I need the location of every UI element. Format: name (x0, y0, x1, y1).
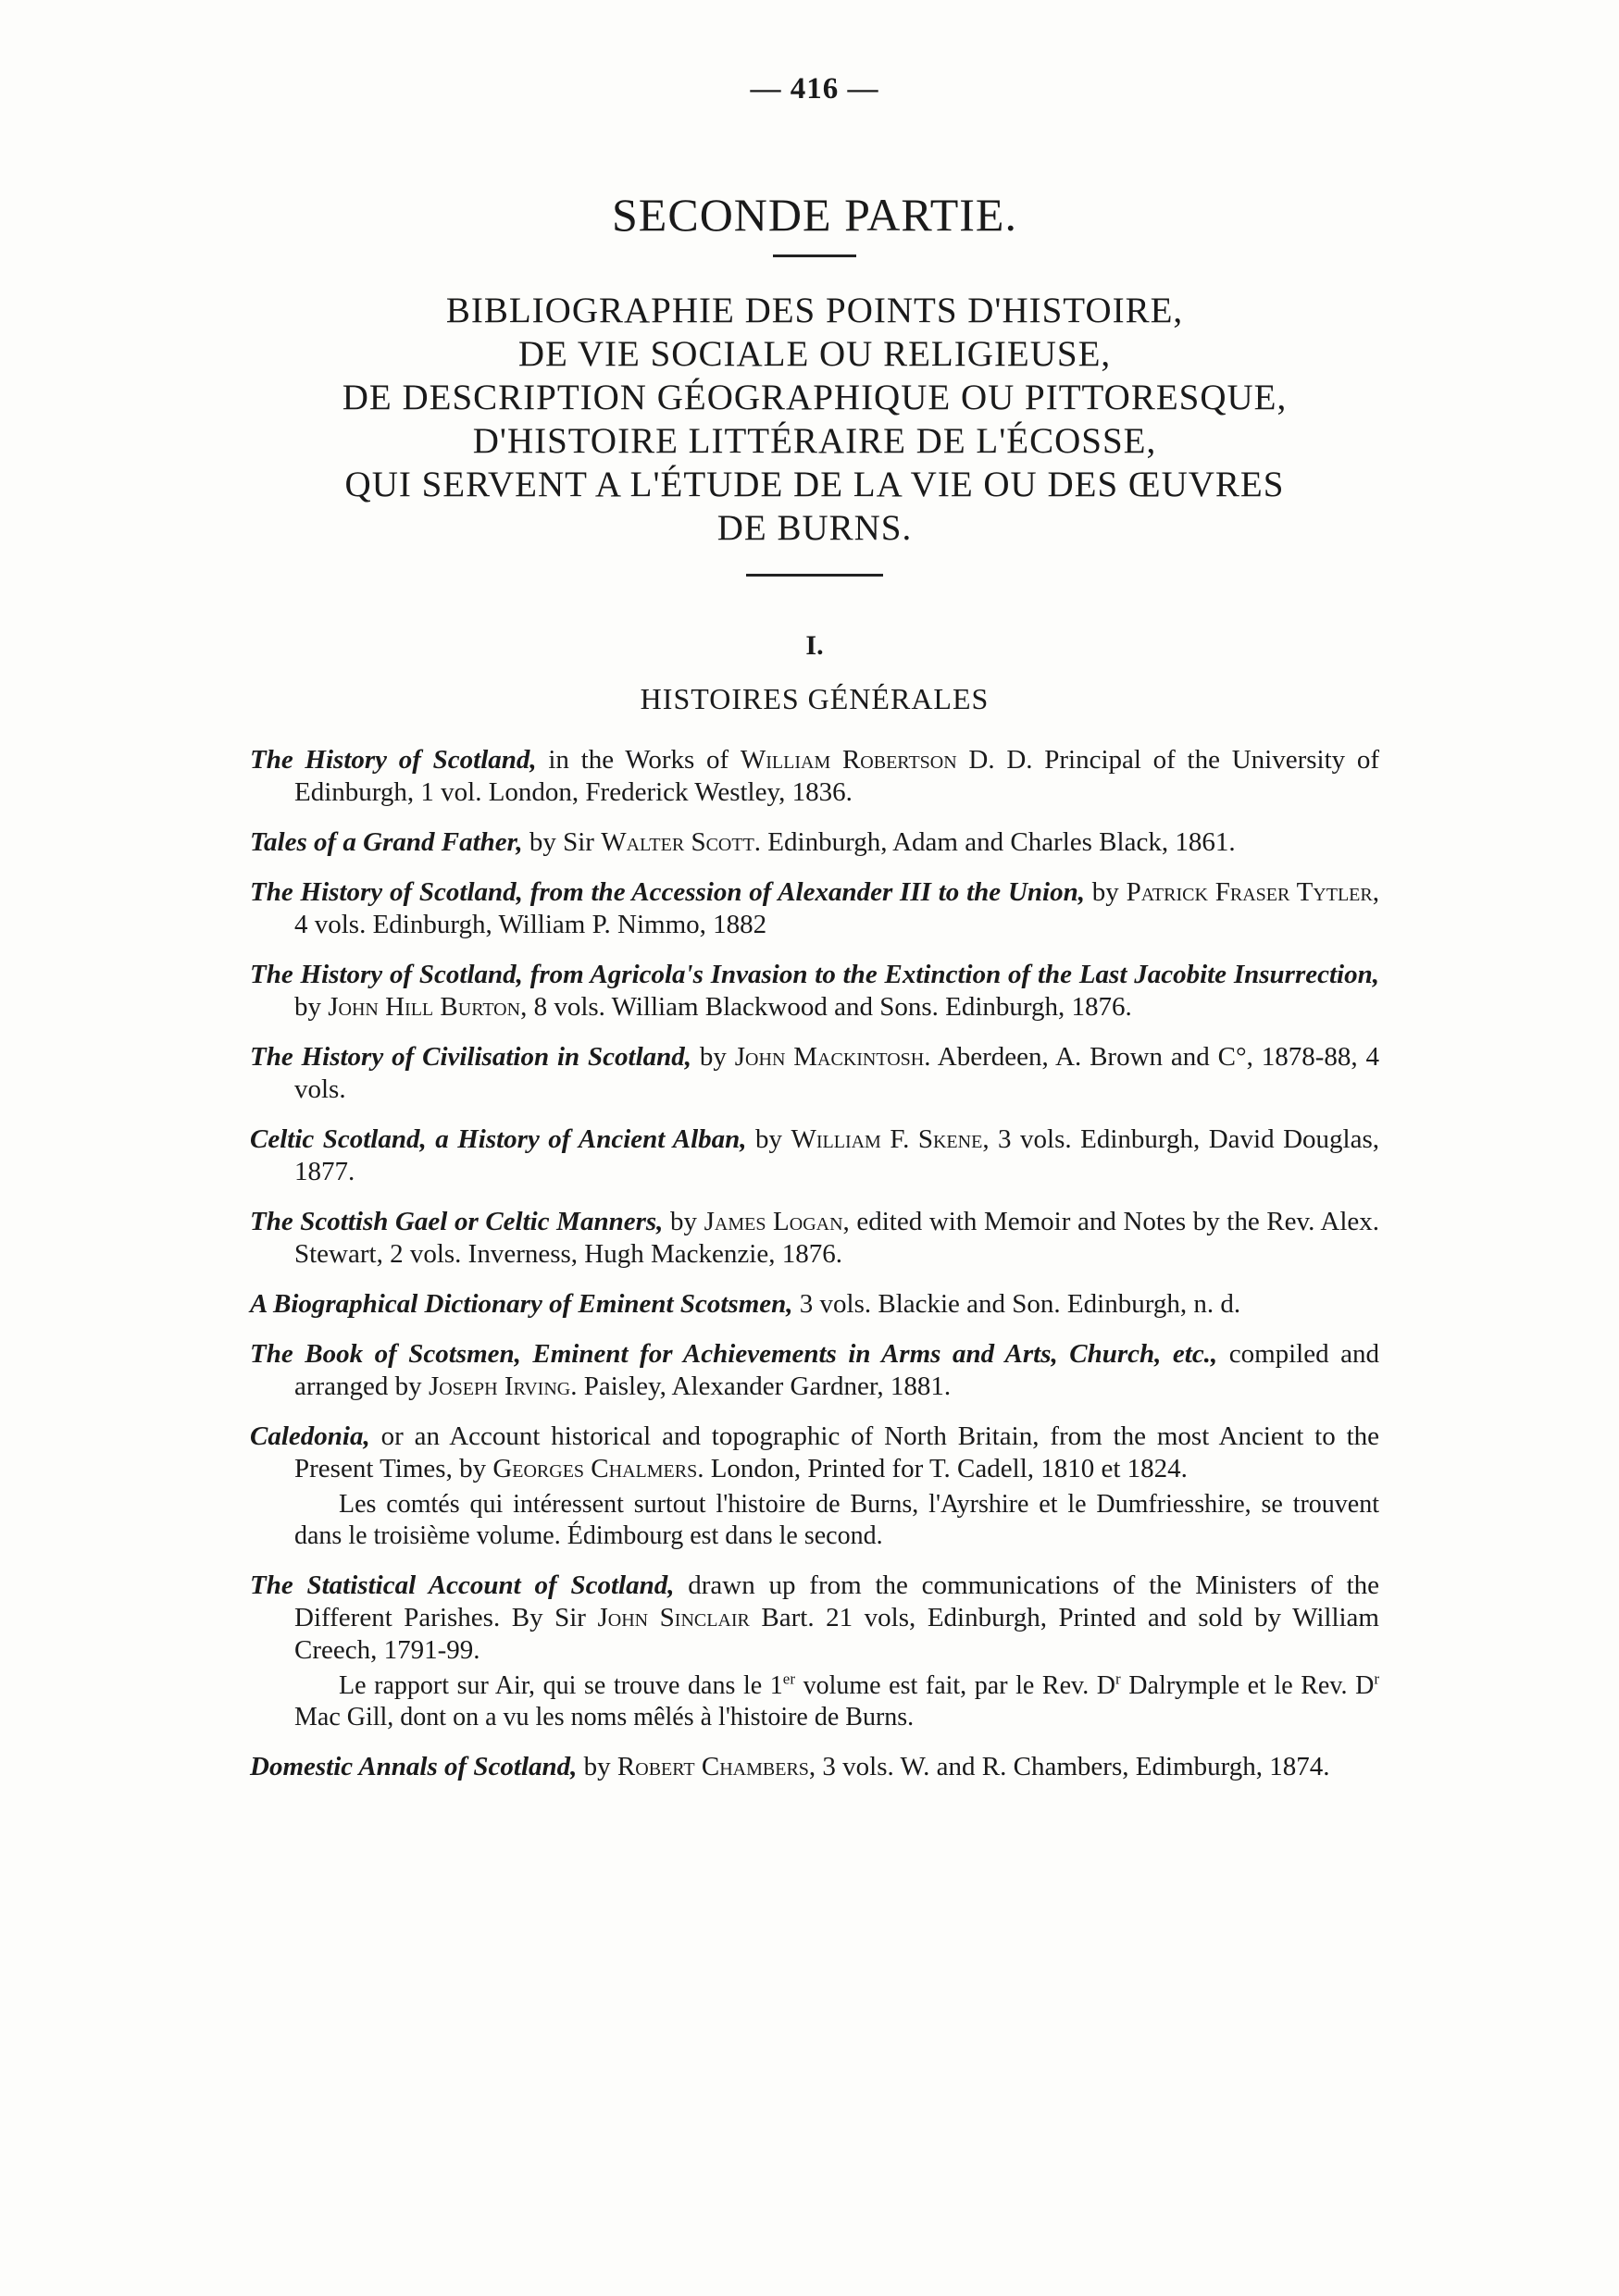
entry-author: John Hill Burton (328, 992, 521, 1022)
entry-title: The History of Scotland, from Agricola's Invasion to the Extinction of the Last Jacobite Insurrection, (250, 960, 1379, 989)
note-text: Dalrymple et le Rev. D (1120, 1671, 1375, 1700)
entry-title: The Scottish Gael or Celtic Manners, (250, 1207, 664, 1236)
entry-title: The History of Civilisation in Scotland, (250, 1042, 692, 1072)
entry-text: drawn up from the communications of the Ministers of the Different Parishes. By Sir (294, 1570, 1380, 1632)
entry-text: . Edinburgh, Adam and Charles Black, 1861. (753, 827, 1236, 857)
document-page (250, 72, 1379, 1801)
entry-text: by Sir (522, 827, 602, 857)
entry-text: . Aberdeen, A. Brown and C°, 1878-88, 4 vols. (294, 1042, 1379, 1104)
bibliography-entry (250, 1041, 1379, 1106)
bibliography-entry (250, 1338, 1379, 1403)
bibliography-list (250, 744, 1379, 1783)
entry-text: or an Account historical and topographic of North Britain, from the most Ancient to the Present Times, by (294, 1421, 1379, 1483)
section-divider (746, 574, 883, 577)
section-title: HISTOIRES GÉNÉRALES (640, 682, 990, 715)
entry-note: Les comtés qui intéressent surtout l'histoire de Burns, l'Ayrshire et le Dumfriesshire, se trouvent dans le troisième volume. Édimbourg est dans le second. (294, 1490, 1379, 1550)
entry-text: , 4 vols. Edinburgh, William P. Nimmo, 1882 (294, 877, 1379, 939)
entry-author: Patrick Fraser Tytler (1126, 877, 1373, 907)
entry-text: , 8 vols. William Blackwood and Sons. Edinburgh, 1876. (520, 992, 1132, 1022)
entry-title: The Book of Scotsmen, Eminent for Achievements in Arms and Arts, Church, etc., (250, 1339, 1218, 1369)
entry-text: by (746, 1124, 791, 1154)
bibliography-title-line: D'HISTOIRE LITTÉRAIRE DE L'ÉCOSSE, (472, 421, 1157, 461)
bibliography-entry (250, 1751, 1379, 1783)
entry-text: compiled and arranged by (294, 1339, 1379, 1401)
bibliography-entry (250, 876, 1379, 941)
bibliography-title-line: BIBLIOGRAPHIE DES POINTS D'HISTOIRE, (445, 291, 1184, 330)
entry-note (294, 1670, 1379, 1733)
bibliography-entry (250, 744, 1379, 809)
entry-title: Celtic Scotland, a History of Ancient Alban, (250, 1124, 747, 1154)
page-number: — 416 — (750, 72, 879, 105)
bibliography-title-line: DE VIE SOCIALE OU RELIGIEUSE, (517, 334, 1112, 374)
entry-title: Caledonia, (250, 1421, 370, 1451)
entry-author: John Sinclair (597, 1603, 750, 1632)
entry-author: Walter Scott (601, 827, 754, 857)
entry-title: Tales of a Grand Father, (250, 827, 523, 857)
bibliography-title-line: QUI SERVENT A L'ÉTUDE DE LA VIE OU DES ŒUVRES (344, 465, 1285, 504)
note-text: Le rapport sur Air, qui se trouve dans le 1 (339, 1671, 783, 1700)
note-superscript: r (1115, 1669, 1121, 1688)
entry-title: The Statistical Account of Scotland, (250, 1570, 675, 1600)
entry-text: 3 vols. Blackie and Son. Edinburgh, n. d. (792, 1289, 1241, 1319)
entry-text: in the Works of (536, 745, 741, 775)
bibliography-title-line: DE BURNS. (716, 508, 913, 548)
entry-text: , 3 vols. W. and R. Chambers, Edimburgh, 1874. (808, 1752, 1330, 1781)
entry-author: William F. Skene (791, 1124, 983, 1154)
bibliography-entry (250, 1206, 1379, 1271)
entry-text: by (663, 1207, 704, 1236)
note-superscript: r (1374, 1669, 1379, 1688)
bibliography-title (250, 289, 1379, 550)
bibliography-title-line: DE DESCRIPTION GÉOGRAPHIQUE OU PITTORESQUE, (342, 378, 1288, 417)
entry-text: by (294, 992, 329, 1022)
title-divider (773, 254, 856, 257)
entry-title: Domestic Annals of Scotland, (250, 1752, 578, 1781)
entry-author: Georges Chalmers (492, 1454, 698, 1483)
note-text: Mac Gill, dont on a vu les noms mêlés à l'histoire de Burns. (294, 1703, 915, 1731)
entry-text: . London, Printed for T. Cadell, 1810 et 1824. (697, 1454, 1188, 1483)
bibliography-entry (250, 1570, 1379, 1733)
entry-title: The History of Scotland, from the Accession of Alexander III to the Union, (250, 877, 1085, 907)
entry-author: William Robertson (740, 745, 957, 775)
entry-text: Bart. 21 vols, Edinburgh, Printed and sold by William Creech, 1791-99. (294, 1603, 1379, 1665)
entry-text: , 3 vols. Edinburgh, David Douglas, 1877. (294, 1124, 1380, 1186)
entry-text: by (1084, 877, 1127, 907)
entry-author: John Mackintosh (734, 1042, 925, 1072)
bibliography-entry (250, 826, 1379, 859)
bibliography-entry (250, 1421, 1379, 1552)
entry-text: , edited with Memoir and Notes by the Rev. Alex. Stewart, 2 vols. Inverness, Hugh Mackenzie, 1876. (294, 1207, 1380, 1269)
entry-title: The History of Scotland, (250, 745, 537, 775)
entry-text: by (577, 1752, 617, 1781)
part-title: SECONDE PARTIE. (612, 189, 1017, 241)
entry-text: D. D. Principal of the University of Edinburgh, 1 vol. London, Frederick Westley, 1836. (294, 745, 1380, 807)
note-superscript: er (782, 1669, 795, 1688)
bibliography-entry (250, 1123, 1379, 1188)
section-number: I. (805, 630, 824, 661)
entry-title: A Biographical Dictionary of Eminent Scotsmen, (250, 1289, 793, 1319)
entry-author: Robert Chambers (616, 1752, 809, 1781)
entry-text: by (691, 1042, 735, 1072)
bibliography-entry (250, 959, 1379, 1024)
bibliography-entry (250, 1288, 1379, 1321)
entry-text: . Paisley, Alexander Gardner, 1881. (570, 1371, 952, 1401)
entry-author: James Logan (704, 1207, 843, 1236)
note-text: volume est fait, par le Rev. D (795, 1671, 1116, 1700)
entry-author: Joseph Irving (428, 1371, 571, 1401)
